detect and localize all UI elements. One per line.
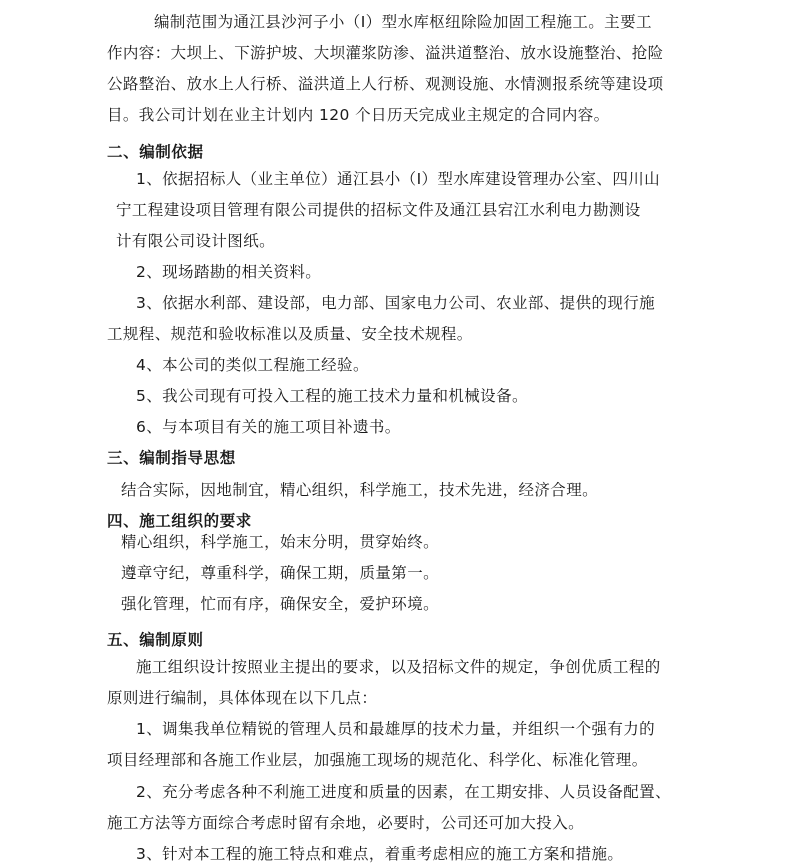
s5-item-1-line-2: 项目经理部和各施工作业层，加强施工现场的规范化、科学化、标准化管理。 — [107, 751, 648, 769]
s4-line-3: 强化管理，忙而有序，确保安全，爱护环境。 — [121, 595, 440, 613]
s5-item-1-line-1: 1、调集我单位精锐的管理人员和最雄厚的技术力量，并组织一个强有力的 — [136, 720, 656, 738]
intro-line-4: 目。我公司计划在业主计划内 120 个日历天完成业主规定的合同内容。 — [107, 106, 610, 124]
s2-item-2: 2、现场踏勘的相关资料。 — [136, 263, 322, 281]
section-2-heading: 二、编制依据 — [107, 143, 204, 161]
s2-item-5: 5、我公司现有可投入工程的施工技术力量和机械设备。 — [136, 387, 528, 405]
section-3-heading: 三、编制指导思想 — [107, 449, 236, 467]
s4-line-1: 精心组织，科学施工，始末分明，贯穿始终。 — [121, 533, 440, 551]
s2-item-3-line-2: 工规程、规范和验收标准以及质量、安全技术规程。 — [107, 325, 473, 343]
intro-line-3: 公路整治、放水上人行桥、溢洪道上人行桥、观测设施、水情测报系统等建设项 — [107, 75, 664, 93]
s2-item-1-line-3: 计有限公司设计图纸。 — [116, 232, 276, 250]
s4-line-2: 遵章守纪，尊重科学，确保工期，质量第一。 — [121, 564, 440, 582]
section-5-heading: 五、编制原则 — [107, 631, 204, 649]
s2-item-1-line-1: 1、依据招标人（业主单位）通江县小（I）型水库建设管理办公室、四川山 — [136, 170, 661, 188]
s5-item-2-line-1: 2、充分考虑各种不利施工进度和质量的因素，在工期安排、人员设备配置、 — [136, 783, 671, 801]
s5-item-2-line-2: 施工方法等方面综合考虑时留有余地，必要时，公司还可加大投入。 — [107, 814, 585, 832]
intro-line-1: 编制范围为通江县沙河子小（I）型水库枢纽除险加固工程施工。主要工 — [154, 13, 652, 31]
section-4-heading: 四、施工组织的要求 — [107, 512, 252, 530]
s2-item-3-line-1: 3、依据水利部、建设部，电力部、国家电力公司、农业部、提供的现行施 — [136, 294, 656, 312]
s2-item-6: 6、与本项目有关的施工项目补遗书。 — [136, 418, 401, 436]
s5-para-line-1: 施工组织设计按照业主提出的要求，以及招标文件的规定，争创优质工程的 — [136, 658, 661, 676]
s5-para-line-2: 原则进行编制，具体体现在以下几点： — [107, 689, 378, 707]
s2-item-1-line-2: 宁工程建设项目管理有限公司提供的招标文件及通江县宕江水利电力勘测设 — [116, 201, 641, 219]
s3-body: 结合实际，因地制宜，精心组织，科学施工，技术先进，经济合理。 — [121, 481, 599, 499]
s2-item-4: 4、本公司的类似工程施工经验。 — [136, 356, 369, 374]
intro-line-2: 作内容：大坝上、下游护坡、大坝灌浆防渗、溢洪道整治、放水设施整治、抢险 — [107, 44, 664, 62]
s5-item-3: 3、针对本工程的施工特点和难点，着重考虑相应的施工方案和措施。 — [136, 845, 624, 863]
